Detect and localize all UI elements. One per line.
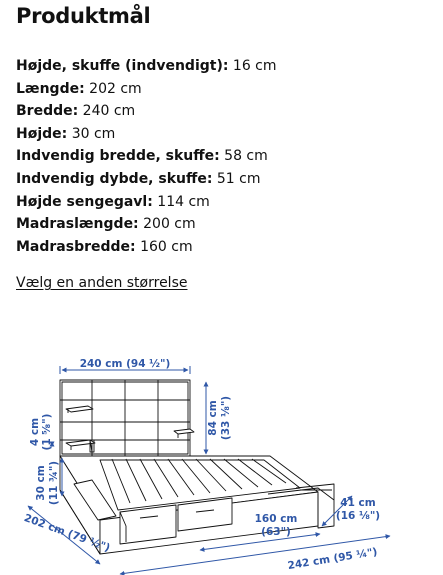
spec-label: Bredde: — [16, 103, 79, 120]
spec-label: Madraslængde: — [16, 216, 139, 233]
spec-label: Højde sengegavl: — [16, 193, 153, 210]
spec-value: 200 cm — [143, 216, 196, 233]
spec-label: Indvendig dybde, skuffe: — [16, 170, 213, 187]
dim-frame-height-cm: 30 cm — [35, 465, 47, 501]
spec-row — [16, 123, 277, 146]
bed-dimension-drawing — [0, 330, 443, 575]
spec-row — [16, 168, 277, 191]
spec-row — [16, 213, 277, 236]
spec-value: 114 cm — [157, 193, 210, 210]
dim-mattress-width-inch: (63") — [261, 526, 291, 538]
spec-row — [16, 78, 277, 101]
dim-shelf-inch: (1 ⅝") — [41, 413, 53, 451]
spec-label: Længde: — [16, 80, 85, 97]
dim-drawer-depth-cm: 41 cm — [340, 497, 376, 509]
spec-row — [16, 145, 277, 168]
spec-row — [16, 55, 277, 78]
choose-other-size-link[interactable]: Vælg en anden størrelse — [16, 275, 188, 291]
spec-value: 58 cm — [224, 148, 268, 165]
dim-headboard-width-cm: 240 cm — [79, 358, 123, 370]
bed-illustration — [60, 380, 334, 554]
dim-drawer-depth-inch: (16 ⅛") — [335, 510, 381, 522]
spec-label: Madrasbredde: — [16, 238, 136, 255]
dim-length-cm: 202 cm — [22, 512, 67, 538]
dim-total-width — [287, 546, 378, 572]
dim-length-inch: (79 ½") — [66, 527, 112, 555]
spec-value: 160 cm — [140, 238, 193, 255]
spec-label: Højde, skuffe (indvendigt): — [16, 58, 229, 74]
dim-headboard-height-inch: (33 ⅛") — [220, 395, 232, 441]
spec-row — [16, 100, 277, 123]
spec-label: Højde: — [16, 125, 68, 142]
dim-frame-height-inch: (11 ¾") — [48, 460, 60, 506]
spec-value: 202 cm — [89, 80, 142, 97]
spec-label: Indvendig bredde, skuffe: — [16, 148, 220, 165]
spec-value: 240 cm — [82, 103, 136, 120]
spec-list — [16, 55, 277, 258]
dim-mattress-width-cm: 160 cm — [254, 513, 298, 525]
dim-headboard-width-inch: (94 ½") — [126, 358, 171, 370]
dim-headboard-height-cm: 84 cm — [207, 400, 219, 436]
spec-value: 30 cm — [71, 125, 116, 142]
spec-row — [16, 236, 277, 259]
spec-row — [16, 191, 277, 214]
page-title: Produktmål — [16, 4, 151, 28]
dim-total-width-cm: 242 cm — [286, 553, 331, 573]
spec-value: 16 cm — [232, 58, 277, 74]
dim-shelf-cm: 4 cm — [29, 417, 41, 447]
spec-value: 51 cm — [216, 170, 261, 187]
dim-total-width-inch: (95 ¼") — [332, 546, 379, 565]
dim-headboard-width — [80, 358, 171, 370]
